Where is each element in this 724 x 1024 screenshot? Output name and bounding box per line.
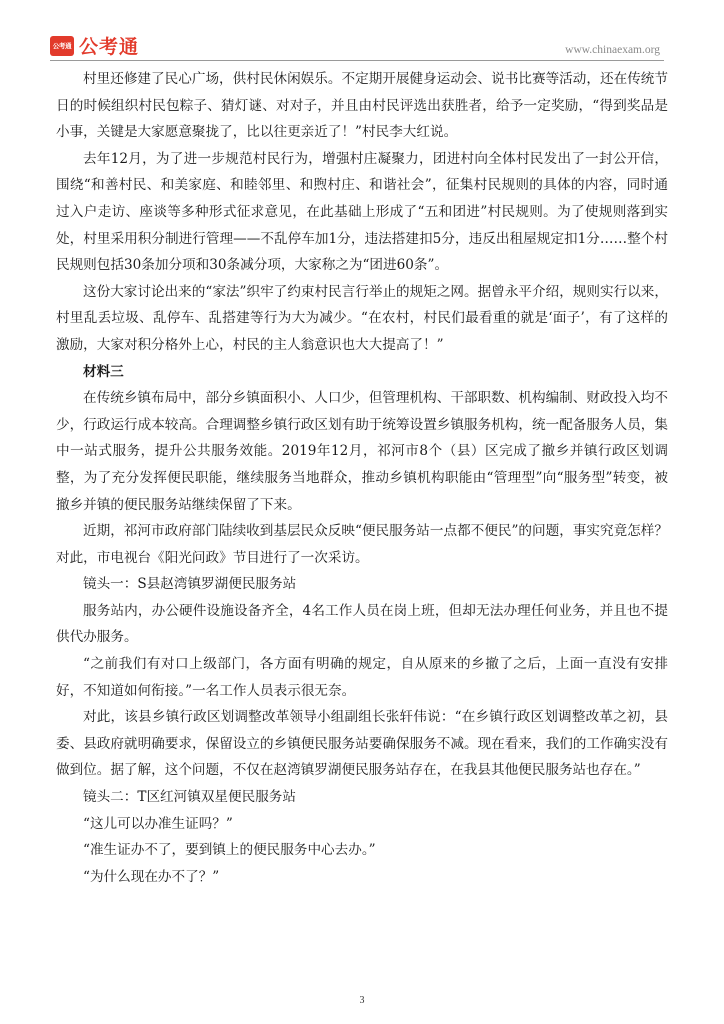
- section-heading: 材料三: [83, 363, 124, 380]
- scene-title: 镜头一：S县赵湾镇罗湖便民服务站: [83, 576, 297, 593]
- paragraph: 近期，祁河市政府部门陆续收到基层民众反映“便民服务站一点都不便民”的问题，事实究竟怎样？对此，市电视台《阳光问政》节目进行了一次采访。: [56, 523, 668, 566]
- logo-badge-icon: 公考通: [50, 36, 74, 56]
- paragraph: 去年12月，为了进一步规范村民行为，增强村庄凝聚力，团进村向全体村民发出了一封公开信，围绕“和善村民、和美家庭、和睦邻里、和煦村庄、和谐社会”，征集村民规则的具体的内容，同时通过入户走访、座谈等多种形式征求意见，在此基础上形成了“五和团进”村民规则。为了使规则落到实处，村里采用积分制进行管理——不乱停车加1分，违法搭建扣5分，违反出租屋规定扣1分……整个村民规则包括30条加分项和30条减分项，大家称之为“团进60条”。: [56, 150, 668, 274]
- paragraph: 服务站内，办公硬件设施设备齐全，4名工作人员在岗上班，但却无法办理任何业务，并且也不提供代办服务。: [56, 602, 668, 646]
- page-number: 3: [359, 995, 365, 1006]
- logo-text: 公考通: [79, 36, 140, 58]
- paragraph: 在传统乡镇布局中，部分乡镇面积小、人口少，但管理机构、干部职数、机构编制、财政投入均不少，行政运行成本较高。合理调整乡镇行政区划有助于统筹设置乡镇服务机构，统一配备服务人员，集中一站式服务，提升公共服务效能。2019年12月，祁河市8个（县）区完成了撤乡并镇行政区划调整，为了充分发挥便民职能，继续服务当地群众，推动乡镇机构职能由“管理型”向“服务型”转变，被撤乡并镇的便民服务站继续保留了下来。: [56, 390, 668, 513]
- paragraph: 村里还修建了民心广场，供村民休闲娱乐。不定期开展健身运动会、说书比赛等活动，还在传统节日的时候组织村民包粽子、猜灯谜、对对子，并且由村民评选出获胜者，给予一定奖励，“得到奖品是小事，关键是大家愿意聚拢了，比以往更亲近了！”村民李大红说。: [56, 71, 668, 141]
- header-divider: [50, 60, 664, 61]
- paragraph: 这份大家讨论出来的“家法”织牢了约束村民言行举止的规矩之网。据曾永平介绍，规则实行以来，村里乱丢垃圾、乱停车、乱搭建等行为大为减少。“在农村，村民们最看重的就是‘面子’，有了这样的激励，大家对积分格外上心，村民的主人翁意识也大大提高了！”: [56, 283, 668, 353]
- paragraph: “之前我们有对口上级部门，各方面有明确的规定，自从原来的乡撤了之后，上面一直没有安排好，不知道如何衔接。”一名工作人员表示很无奈。: [56, 656, 668, 699]
- dialogue-line: “为什么现在办不了？”: [83, 868, 220, 885]
- page-header: [0, 0, 724, 62]
- brand-logo[interactable]: [50, 32, 139, 59]
- scene-title: 镜头二：T区红河镇双星便民服务站: [83, 789, 296, 806]
- document-body: [56, 66, 668, 890]
- paragraph: 对此，该县乡镇行政区划调整改革领导小组副组长张轩伟说：“在乡镇行政区划调整改革之初，县委、县政府就明确要求，保留设立的乡镇便民服务站要确保服务不减。现在看来，我们的工作确实没有做到位。据了解，这个问题，不仅在赵湾镇罗湖便民服务站存在，在我县其他便民服务站也存在。”: [56, 709, 668, 779]
- dialogue-line: “准生证办不了，要到镇上的便民服务中心去办。”: [83, 842, 376, 859]
- site-url: www.chinaexam.org: [565, 44, 660, 56]
- dialogue-line: “这儿可以办准生证吗？”: [83, 815, 233, 832]
